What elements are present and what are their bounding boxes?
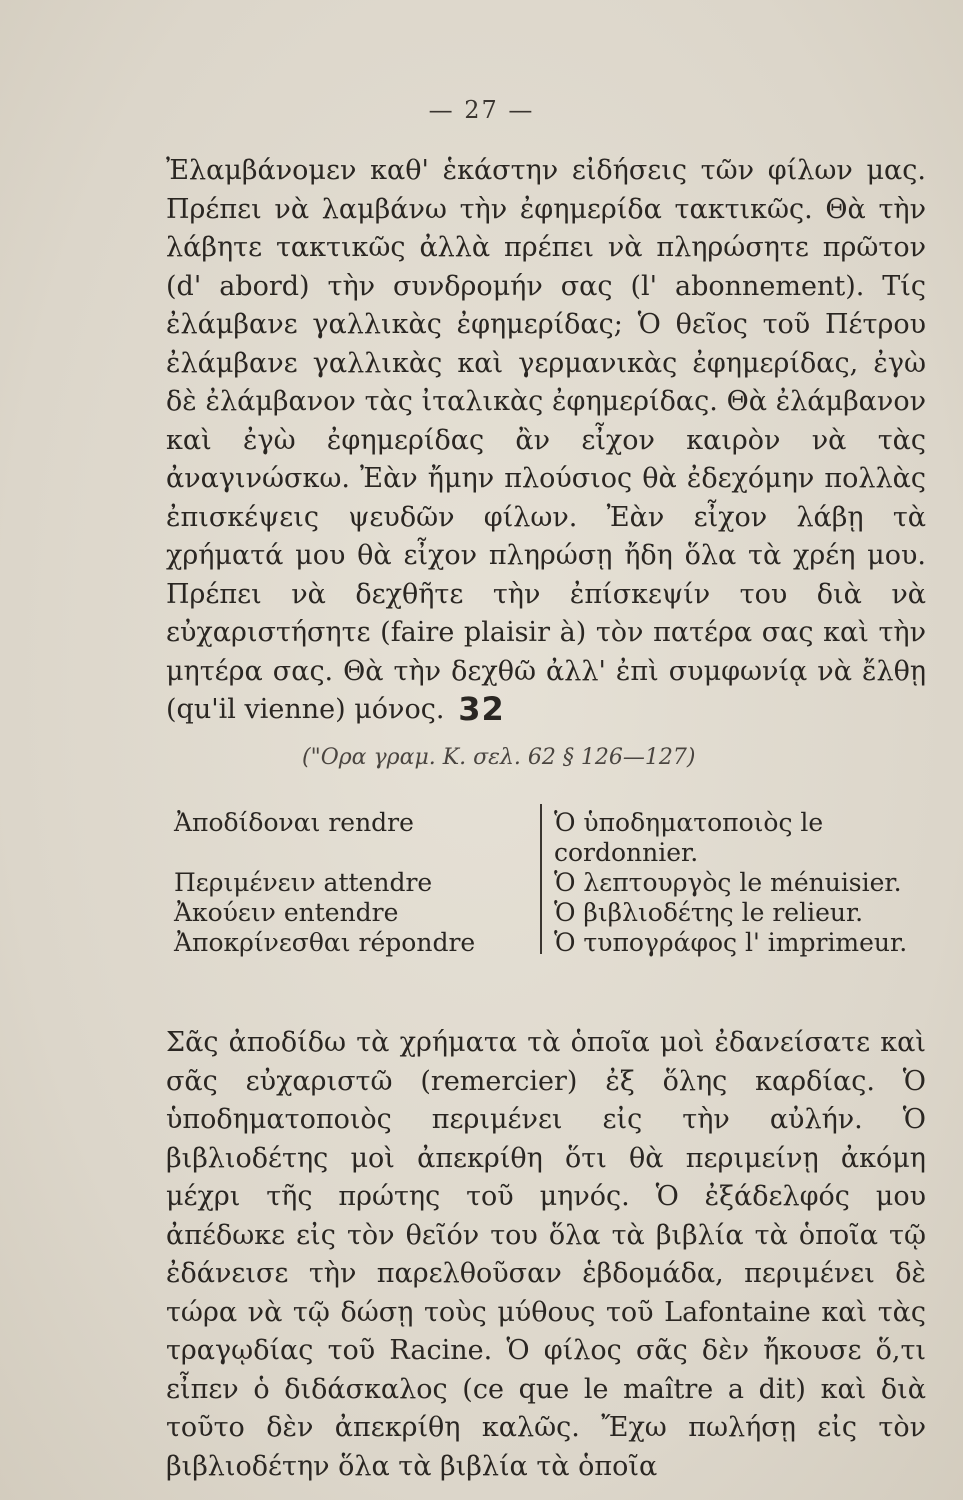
vocabulary-verbs — [174, 808, 524, 958]
vocab-entry: Ὁ ὑποδηματοποιὸς le cordonnier. — [554, 808, 824, 867]
vocab-spacer — [174, 838, 524, 868]
vocab-entry: Ὁ λεπτουργὸς le ménuisier. — [554, 868, 902, 897]
grammar-reference: ("Ορα γραμ. Κ. σελ. 62 § 126—127) — [302, 745, 696, 770]
vocabulary-divider — [540, 804, 542, 954]
vocab-entry: Ἀποδίδοναι rendre — [174, 808, 414, 837]
vocab-entry: Περιμένειν attendre — [174, 868, 433, 897]
exercise-paragraph-2: Σᾶς ἀποδίδω τὰ χρήματα τὰ ὁποῖα μοὶ ἐδανείσατε καὶ σᾶς εὐχαριστῶ (remercier) ἐξ ὅλης καρδίας. Ὁ ὑποδηματοποιὸς περιμένει εἰς τὴν αὐλήν. Ὁ βιβλιοδέτης μοὶ ἀπεκρίθη ὅτι θὰ περιμείνῃ ἀκόμη μέχρι τῆς πρώτης τοῦ μηνός. Ὁ ἐξάδελφός μου ἀπέδωκε εἰς τὸν θεῖόν του ὅλα τὰ βιβλία τὰ ὁποῖα τῷ ἐδάνεισε τὴν παρελθοῦσαν ἑβδομάδα, περιμένει δὲ τώρα νὰ τῷ δώσῃ τοὺς μύθους τοῦ Lafontaine καὶ τὰς τραγῳδίας τοῦ Racine. Ὁ φίλος σᾶς δὲν ἤκουσε ὅ,τι εἶπεν ὁ διδάσκαλος (ce que le maître a dit) καὶ διὰ τοῦτο δὲν ἀπεκρίθη καλῶς. Ἔχω πωλήσῃ εἰς τὸν βιβλιοδέτην ὅλα τὰ βιβλία τὰ ὁποῖα — [166, 1027, 926, 1482]
vocab-entry: Ὁ βιβλιοδέτης le relieur. — [554, 898, 864, 927]
vocabulary-nouns — [554, 808, 934, 958]
page-number: — 27 — — [428, 96, 535, 124]
section-number: 32 — [458, 690, 505, 728]
vocab-entry: Ἀποκρίνεσθαι répondre — [174, 928, 476, 957]
vocab-entry: Ὁ τυπογράφος l' imprimeur. — [554, 928, 908, 957]
vocabulary-list — [174, 800, 934, 960]
vocab-entry: Ἀκούειν entendre — [174, 898, 399, 927]
exercise-paragraph-1: Ἐλαμβάνομεν καθ' ἑκάστην εἰδήσεις τῶν φίλων μας. Πρέπει νὰ λαμβάνω τὴν ἐφημερίδα τακτικῶς. Θὰ τὴν λάβητε τακτικῶς ἀλλὰ πρέπει νὰ πληρώσητε πρῶτον (d' abord) τὴν συνδρομήν σας (l' abonnement). Τίς ἐλάμβανε γαλλικὰς ἐφημερίδας; Ὁ θεῖος τοῦ Πέτρου ἐλάμβανε γαλλικὰς καὶ γερμανικὰς ἐφημερίδας, ἐγὼ δὲ ἐλάμβανον τὰς ἰταλικὰς ἐφημερίδας. Θὰ ἐλάμβανον καὶ ἐγὼ ἐφημερίδας ἂν εἶχον καιρὸν νὰ τὰς ἀναγινώσκω. Ἐὰν ἤμην πλούσιος θὰ ἐδεχόμην πολλὰς ἐπισκέψεις ψευδῶν φίλων. Ἐὰν εἶχον λάβῃ τὰ χρήματά μου θὰ εἶχον πληρώσῃ ἤδη ὅλα τὰ χρέη μου. Πρέπει νὰ δεχθῆτε τὴν ἐπίσκεψίν του διὰ νὰ εὐχαριστήσητε (faire plaisir à) τὸν πατέρα σας καὶ τὴν μητέρα σας. Θὰ τὴν δεχθῶ ἀλλ' ἐπὶ συμφωνίᾳ νὰ ἔλθῃ (qu'il vienne) μόνος. — [166, 155, 926, 725]
